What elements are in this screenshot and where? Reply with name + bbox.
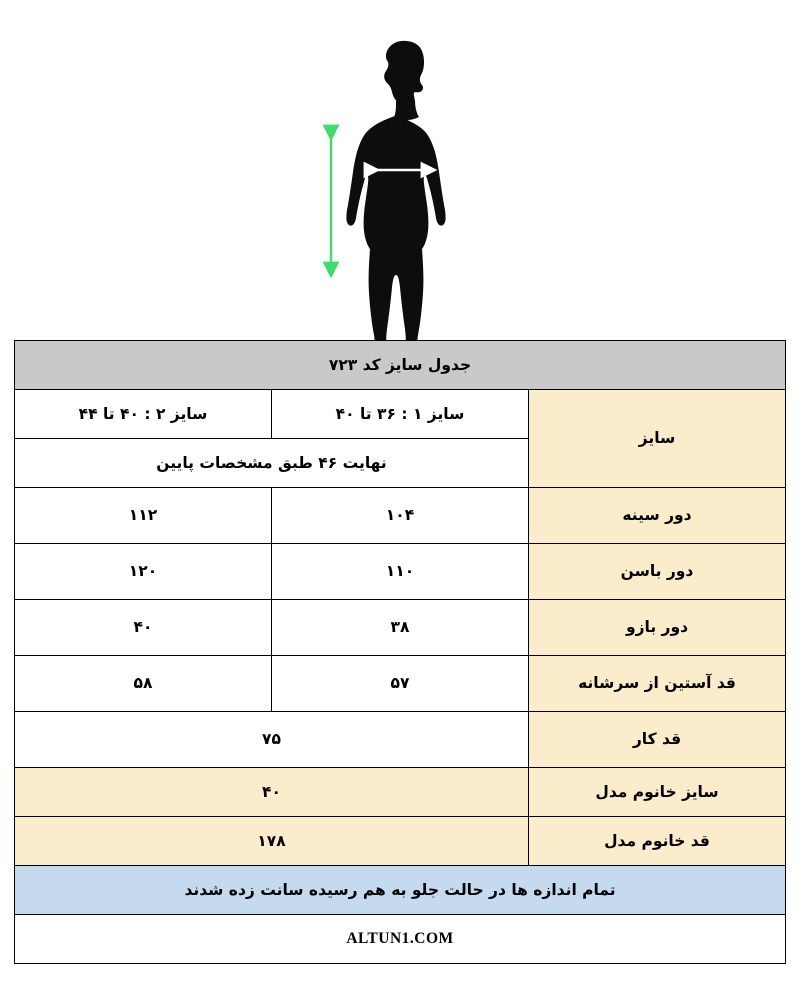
figure-area [0,0,800,340]
size-table [14,340,786,964]
row-bust-value-1: ۱۰۴ [272,488,529,544]
table-footer-note-row [15,866,786,915]
row-sleeve-value-1: ۵۷ [272,656,529,712]
row-sleeve-value-2: ۵۸ [15,656,272,712]
brand-text: ALTUN1.COM [15,915,786,964]
row-model-height-value: ۱۷۸ [15,817,529,866]
row-hip-value-1: ۱۱۰ [272,544,529,600]
header-size-2: سایز ۲ : ۴۰ تا ۴۴ [15,390,272,439]
footer-note: تمام اندازه ها در حالت جلو به هم رسیده سانت زده شدند [15,866,786,915]
table-row [15,488,786,544]
table-header-row [15,390,786,439]
table-row [15,768,786,817]
row-length-value: ۷۵ [15,712,529,768]
header-label-size: سایز [529,390,786,488]
row-label-sleeve: قد آستین از سرشانه [529,656,786,712]
row-label-bust: دور سینه [529,488,786,544]
table-row [15,817,786,866]
row-arm-value-2: ۴۰ [15,600,272,656]
row-label-model-size: سایز خانوم مدل [529,768,786,817]
header-size-1: سایز ۱ : ۳۶ تا ۴۰ [272,390,529,439]
table-brand-row [15,915,786,964]
table-title-row [15,341,786,390]
row-label-arm: دور بازو [529,600,786,656]
row-label-model-height: قد خانوم مدل [529,817,786,866]
row-label-length: قد کار [529,712,786,768]
female-body-silhouette [0,0,800,340]
table-row [15,712,786,768]
size-note: نهایت ۴۶ طبق مشخصات پایین [15,439,529,488]
table-title: جدول سایز کد ۷۲۳ [15,341,786,390]
table-row [15,544,786,600]
row-hip-value-2: ۱۲۰ [15,544,272,600]
row-bust-value-2: ۱۱۲ [15,488,272,544]
row-label-hip: دور باسن [529,544,786,600]
size-table-container [14,340,786,964]
table-row [15,656,786,712]
row-arm-value-1: ۳۸ [272,600,529,656]
row-model-size-value: ۴۰ [15,768,529,817]
table-row [15,600,786,656]
